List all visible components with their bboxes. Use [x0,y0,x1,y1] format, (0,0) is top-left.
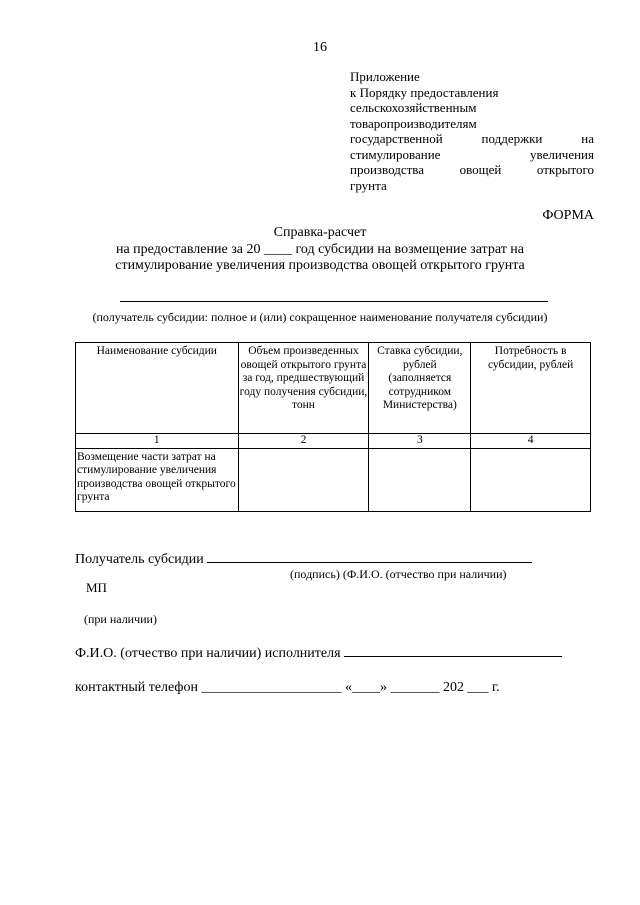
appendix-word: овощей [459,162,502,177]
table-header-cell: Потребность в субсидии, рублей [471,343,591,434]
table-cell: Возмещение части затрат на стимулирование увеличения производства овощей открытого грунта [76,448,239,511]
table-header-cell: Наименование субсидии [76,343,239,434]
appendix-line: товаропроизводителям [350,115,477,131]
stamp-label: МП [86,580,107,595]
column-number: 1 [76,434,239,449]
phone-row: контактный телефон ____________________ «____» _______ 202 ___ г. [75,680,500,695]
appendix-word: увеличения [530,146,594,162]
appendix-line: к Порядку предоставления [350,84,499,100]
table-cell [238,448,369,511]
recipient-caption: (получатель субсидии: полное и (или) сокращенное наименование получателя субсидии) [92,310,548,324]
appendix-block [350,69,594,193]
appendix-line: Приложение [350,69,420,84]
column-number: 2 [238,434,369,449]
table-cell [369,448,471,511]
table-header-row [76,343,591,434]
appendix-word: государственной [350,131,443,146]
executor-row [75,642,562,662]
signature-row [75,548,532,568]
table-header-cell: Ставка субсидии, рублей (заполняется сотрудником Министерства) [369,343,471,434]
appendix-line: грунта [350,177,387,193]
appendix-line: сельскохозяйственным [350,100,477,115]
appendix-word: производства [350,162,425,177]
signature-line [207,548,532,563]
appendix-line [350,162,594,178]
column-number: 3 [369,434,471,449]
appendix-word: на [581,131,594,146]
appendix-line [350,147,594,163]
subtitle-line: на предоставление за 20 ____ год субсидии на возмещение затрат на [115,242,525,257]
table-number-row [76,434,591,449]
table-header-cell: Объем произведенных овощей открытого грунта за год, предшествующий году получения субсидии, тонн [238,343,369,434]
appendix-word: поддержки [481,131,543,146]
executor-line [344,642,562,657]
subtitle-line: стимулирование увеличения производства овощей открытого грунта [115,258,525,273]
appendix-word: стимулирование [350,146,441,162]
calculation-table [75,342,591,512]
column-number: 4 [471,434,591,449]
stamp-note: (при наличии) [84,612,157,626]
form-label: ФОРМА [542,208,594,223]
recipient-line [120,301,548,302]
signature-label: Получатель субсидии [75,552,204,567]
table-cell [471,448,591,511]
page-number: 16 [313,40,327,55]
signature-caption: (подпись) (Ф.И.О. (отчество при наличии) [290,567,507,581]
document-subtitle [60,242,580,274]
table-row [76,448,591,511]
executor-label: Ф.И.О. (отчество при наличии) исполнителя [75,646,341,661]
appendix-line [350,131,594,147]
appendix-word: открытого [536,162,594,177]
document-title: Справка-расчет [273,225,367,240]
